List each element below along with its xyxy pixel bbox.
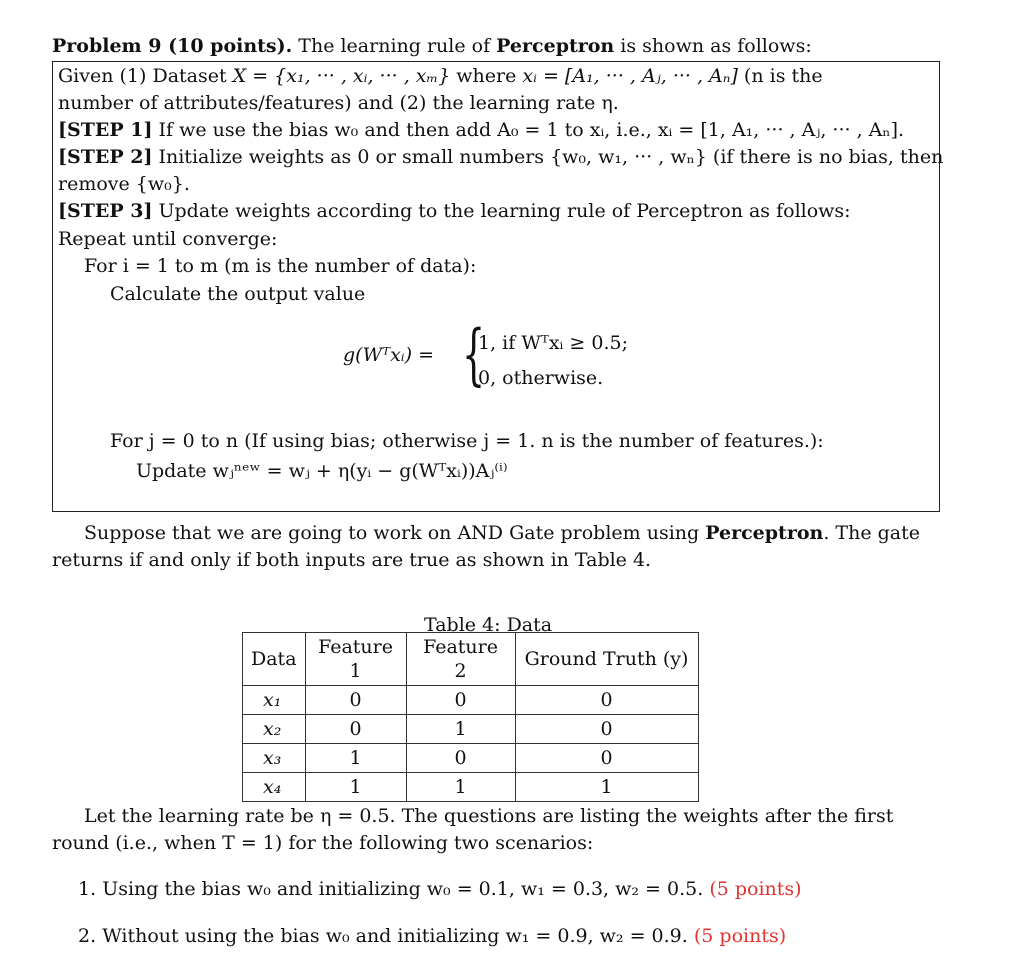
cell-feature-1: 1	[305, 773, 406, 802]
cell-feature-1: 1	[305, 744, 406, 773]
step1-label: [STEP 1]	[58, 119, 153, 141]
n-is-the-text: (n is the	[737, 65, 823, 87]
cell-feature-2: 0	[406, 686, 515, 715]
for-i-line: For i = 1 to m (m is the number of data):	[84, 255, 477, 277]
question-1-points: (5 points)	[709, 878, 802, 900]
xi-expr: xᵢ = [A₁, ··· , Aⱼ, ··· , Aₙ]	[522, 65, 738, 87]
cell-feature-2: 1	[406, 773, 515, 802]
case-2: 0, otherwise.	[478, 367, 604, 389]
question-1-number: 1.	[78, 878, 97, 900]
step3-line	[58, 198, 851, 224]
problem-heading	[52, 33, 812, 59]
step2-label: [STEP 2]	[58, 146, 153, 168]
cell-data: x₁	[243, 686, 306, 715]
suppose-line-2: returns if and only if both inputs are true as shown in Table 4.	[52, 549, 652, 571]
g-lhs: g(Wᵀxᵢ) =	[343, 344, 434, 366]
given-text: Given (1) Dataset	[58, 65, 233, 87]
question-1-text: Using the bias w₀ and initializing w₀ = 0.1, w₁ = 0.3, w₂ = 0.5.	[102, 878, 704, 900]
problem-title: Problem 9 (10 points).	[52, 35, 293, 57]
suppose-end: . The gate	[823, 522, 920, 544]
step1-line	[58, 117, 904, 143]
intro-bold: Perceptron	[496, 35, 615, 57]
cell-feature-2: 0	[406, 744, 515, 773]
left-brace-icon: {	[462, 316, 486, 393]
closing-line-2: round (i.e., when T = 1) for the following two scenarios:	[52, 832, 594, 854]
question-2-number: 2.	[78, 925, 97, 947]
table-row	[243, 715, 699, 744]
cell-data: x₂	[243, 715, 306, 744]
box-line-1	[58, 63, 823, 89]
cell-ground-truth: 0	[515, 715, 698, 744]
header-ground-truth: Ground Truth (y)	[515, 633, 698, 686]
suppose-line-1	[84, 520, 920, 546]
case-1: 1, if Wᵀxᵢ ≥ 0.5;	[478, 332, 628, 354]
closing-line-1: Let the learning rate be η = 0.5. The questions are listing the weights after the first	[84, 805, 894, 827]
header-data: Data	[243, 633, 306, 686]
update-line: Update wⱼⁿᵉʷ = wⱼ + η(yᵢ − g(Wᵀxᵢ))Aⱼ⁽ⁱ⁾	[136, 460, 508, 482]
for-j-line: For j = 0 to n (If using bias; otherwise j = 1. n is the number of features.):	[110, 430, 824, 452]
suppose-bold: Perceptron	[705, 522, 824, 544]
cell-feature-2: 1	[406, 715, 515, 744]
question-2-points: (5 points)	[693, 925, 787, 947]
header-feature-2: Feature 2	[406, 633, 515, 686]
question-2-text: Without using the bias w₀ and initializing w₁ = 0.9, w₂ = 0.9.	[102, 925, 688, 947]
intro-prefix: The learning rule of	[298, 35, 491, 57]
step2-text: Initialize weights as 0 or small numbers {w₀, w₁, ··· , wₙ} (if there is no bias, then	[152, 146, 944, 168]
cell-feature-1: 0	[305, 686, 406, 715]
where-text: where	[450, 65, 523, 87]
intro-suffix: is shown as follows:	[620, 35, 812, 57]
question-1	[78, 876, 802, 902]
cell-ground-truth: 1	[515, 773, 698, 802]
data-table	[242, 632, 699, 802]
step3-text: Update weights according to the learning rule of Perceptron as follows:	[152, 200, 851, 222]
dataset-expr: X = {x₁, ··· , xᵢ, ··· , xₘ}	[232, 65, 451, 87]
step1-text: If we use the bias w₀ and then add A₀ = 1 to xᵢ, i.e., xᵢ = [1, A₁, ··· , Aⱼ, ··· , Aₙ].	[152, 119, 905, 141]
cell-feature-1: 0	[305, 715, 406, 744]
table-header-row	[243, 633, 699, 686]
header-feature-1: Feature 1	[305, 633, 406, 686]
question-2	[78, 923, 786, 949]
cell-data: x₃	[243, 744, 306, 773]
table-row	[243, 686, 699, 715]
repeat-line: Repeat until converge:	[58, 228, 278, 250]
box-line-2: number of attributes/features) and (2) the learning rate η.	[58, 92, 619, 114]
calc-line: Calculate the output value	[110, 283, 366, 305]
cell-data: x₄	[243, 773, 306, 802]
step3-label: [STEP 3]	[58, 200, 153, 222]
step2-line	[58, 144, 943, 170]
table-row	[243, 744, 699, 773]
table-caption: Table 4: Data	[424, 614, 553, 636]
step2-cont: remove {w₀}.	[58, 173, 190, 195]
cell-ground-truth: 0	[515, 744, 698, 773]
cell-ground-truth: 0	[515, 686, 698, 715]
suppose-text: Suppose that we are going to work on AND Gate problem using	[84, 522, 706, 544]
table-row	[243, 773, 699, 802]
